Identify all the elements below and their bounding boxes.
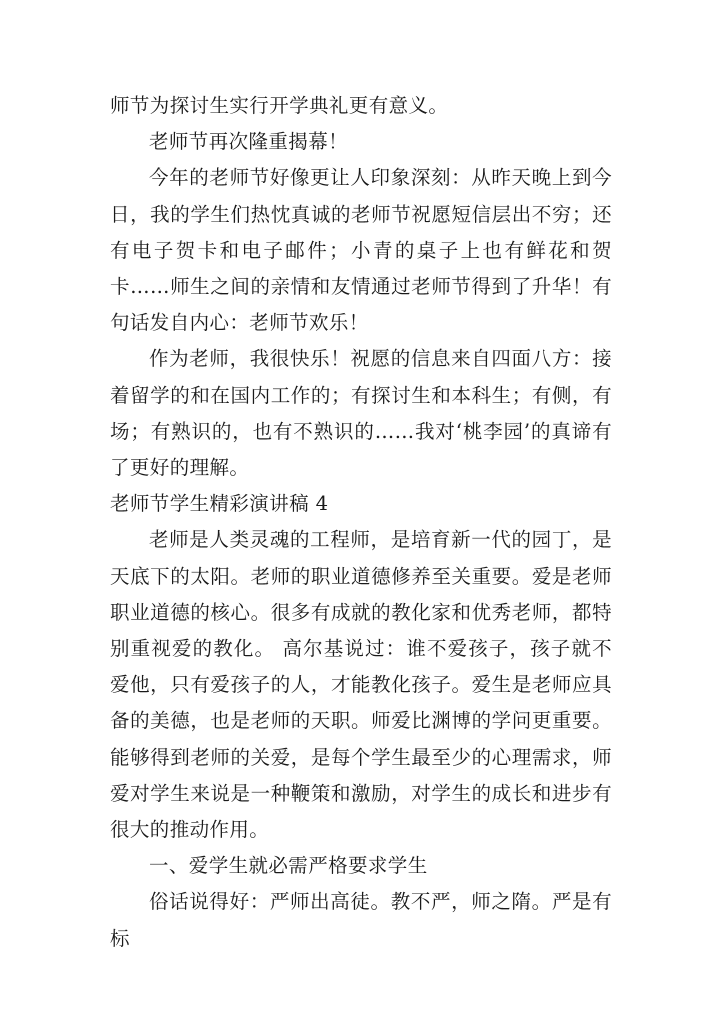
paragraph-teachers-day-opening: 老师节再次隆重揭幕！ <box>149 130 349 154</box>
paragraph-teacher-role: 老师是人类灵魂的工程师，是培育新一代的园丁，是天底下的太阳。老师的职业道德修养至关重要。爱是老师职业道德的核心。很多有成就的教化家和优秀老师，都特别重视爱的教化。 高尔基说过：谁不爱孩子，孩子就不爱他，只有爱孩子的人，才能教化孩子。爱生是老师应具备的美德，也是老师的天职。师爱比渊博的学问更重要。能够得到老师的关爱，是每个学生最至少的心理需求，师爱对学生来说是一种鞭策和激励，对学生的成长和进步有很大的推动作用。 <box>110 528 612 842</box>
paragraph-impression: 今年的老师节好像更让人印象深刻：从昨天晚上到今日，我的学生们热忱真诚的老师节祝愿短信层出不穷；还有电子贺卡和电子邮件；小青的桌子上也有鲜花和贺卡……师生之间的亲情和友情通过老师节得到了升华！有句话发自内心：老师节欢乐！ <box>110 166 612 335</box>
document-page <box>110 88 612 957</box>
paragraph-subheading-strict: 一、爱学生就必需严格要求学生 <box>149 854 428 878</box>
paragraph-continuation: 师节为探讨生实行开学典礼更有意义。 <box>110 94 449 117</box>
paragraph-proverb: 俗话说得好：严师出高徒。教不严，师之隋。严是有标 <box>110 890 612 950</box>
section-heading: 老师节学生精彩演讲稿 4 <box>110 492 329 516</box>
paragraph-as-teacher: 作为老师，我很快乐！祝愿的信息来自四面八方：接着留学的和在国内工作的；有探讨生和本科生；有侧，有场；有熟识的，也有不熟识的……我对‘桃李园’的真谛有了更好的理解。 <box>110 347 612 480</box>
